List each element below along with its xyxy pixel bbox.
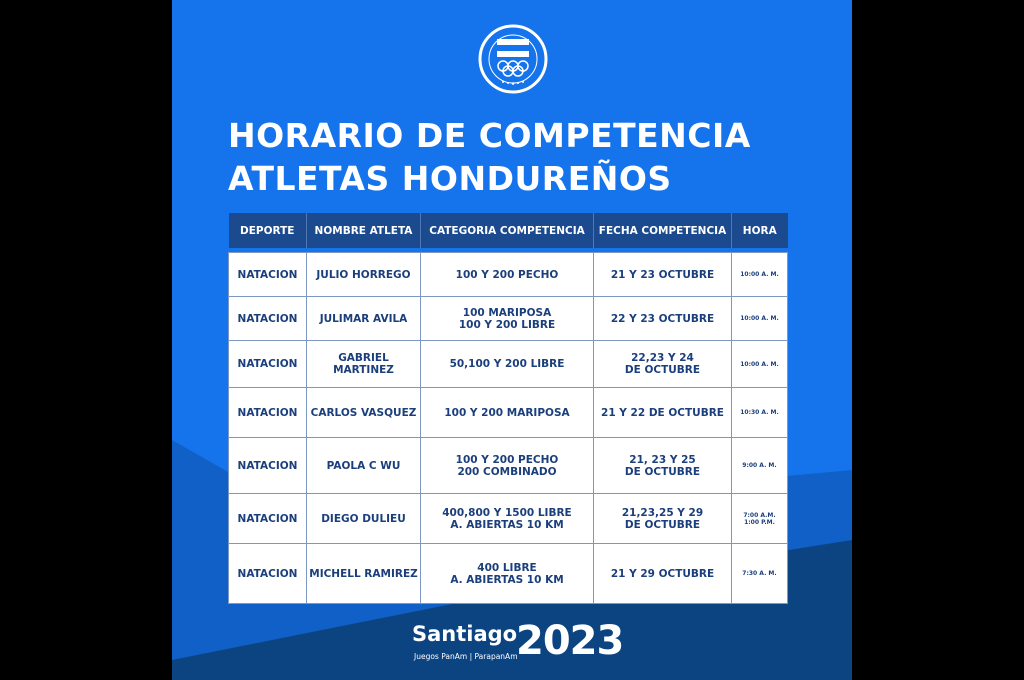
cell-hora: 7:00 A.M. 1:00 P.M. bbox=[732, 494, 788, 544]
cell-categoria: 400,800 Y 1500 LIBRE A. ABIERTAS 10 KM bbox=[421, 494, 594, 544]
cell-categoria: 50,100 Y 200 LIBRE bbox=[421, 341, 594, 388]
header-hora: HORA bbox=[732, 213, 788, 248]
table-header-row bbox=[229, 213, 788, 248]
table-row bbox=[229, 388, 788, 438]
title-line-1: HORARIO DE COMPETENCIA bbox=[228, 116, 751, 155]
cell-nombre: GABRIEL MARTINEZ bbox=[307, 341, 421, 388]
table-row bbox=[229, 297, 788, 341]
cell-nombre: DIEGO DULIEU bbox=[307, 494, 421, 544]
footer-year: 2023 bbox=[516, 618, 624, 664]
cell-nombre: JULIO HORREGO bbox=[307, 253, 421, 297]
poster bbox=[172, 0, 852, 680]
cell-hora: 10:00 A. M. bbox=[732, 341, 788, 388]
cell-deporte: NATACION bbox=[229, 297, 307, 341]
cell-deporte: NATACION bbox=[229, 341, 307, 388]
cell-hora: 10:00 A. M. bbox=[732, 297, 788, 341]
cell-hora: 7:30 A. M. bbox=[732, 544, 788, 604]
cell-categoria: 100 MARIPOSA 100 Y 200 LIBRE bbox=[421, 297, 594, 341]
cell-fecha: 21,23,25 Y 29 DE OCTUBRE bbox=[594, 494, 732, 544]
cell-deporte: NATACION bbox=[229, 388, 307, 438]
cell-fecha: 21 Y 22 DE OCTUBRE bbox=[594, 388, 732, 438]
table-row bbox=[229, 494, 788, 544]
cell-nombre: CARLOS VASQUEZ bbox=[307, 388, 421, 438]
table-row bbox=[229, 253, 788, 297]
cell-categoria: 100 Y 200 PECHO bbox=[421, 253, 594, 297]
cell-categoria: 100 Y 200 PECHO 200 COMBINADO bbox=[421, 438, 594, 494]
footer-brand: Santiago bbox=[412, 622, 518, 646]
table-row bbox=[229, 438, 788, 494]
table-row bbox=[229, 341, 788, 388]
table-row bbox=[229, 544, 788, 604]
cell-hora: 10:00 A. M. bbox=[732, 253, 788, 297]
cell-fecha: 21, 23 Y 25 DE OCTUBRE bbox=[594, 438, 732, 494]
cell-fecha: 21 Y 29 OCTUBRE bbox=[594, 544, 732, 604]
footer-subtitle: Juegos PanAm | ParapanAm bbox=[414, 652, 518, 661]
schedule-table bbox=[228, 213, 788, 604]
cell-deporte: NATACION bbox=[229, 494, 307, 544]
header-fecha: FECHA COMPETENCIA bbox=[594, 213, 732, 248]
cell-deporte: NATACION bbox=[229, 544, 307, 604]
cell-nombre: JULIMAR AVILA bbox=[307, 297, 421, 341]
cell-hora: 9:00 A. M. bbox=[732, 438, 788, 494]
cell-nombre: PAOLA C WU bbox=[307, 438, 421, 494]
cell-nombre: MICHELL RAMIREZ bbox=[307, 544, 421, 604]
cell-categoria: 400 LIBRE A. ABIERTAS 10 KM bbox=[421, 544, 594, 604]
cell-fecha: 22 Y 23 OCTUBRE bbox=[594, 297, 732, 341]
cell-categoria: 100 Y 200 MARIPOSA bbox=[421, 388, 594, 438]
header-categoria: CATEGORIA COMPETENCIA bbox=[421, 213, 594, 248]
cell-deporte: NATACION bbox=[229, 253, 307, 297]
header-deporte: DEPORTE bbox=[229, 213, 307, 248]
title-line-2: ATLETAS HONDUREÑOS bbox=[228, 159, 672, 198]
cell-deporte: NATACION bbox=[229, 438, 307, 494]
cell-hora: 10:30 A. M. bbox=[732, 388, 788, 438]
olympic-committee-logo bbox=[478, 24, 548, 94]
header-nombre: NOMBRE ATLETA bbox=[307, 213, 421, 248]
cell-fecha: 22,23 Y 24 DE OCTUBRE bbox=[594, 341, 732, 388]
cell-fecha: 21 Y 23 OCTUBRE bbox=[594, 253, 732, 297]
